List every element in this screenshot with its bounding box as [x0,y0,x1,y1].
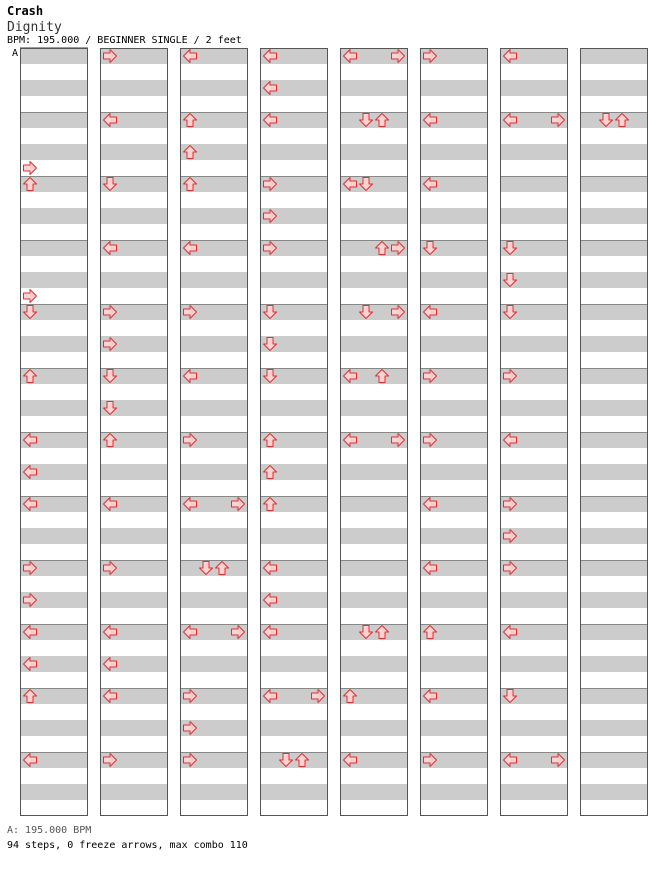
beat-band [100,528,168,544]
beat-band [180,464,248,480]
beat-band [500,80,568,96]
beat-band [100,272,168,288]
beat-band [580,464,648,480]
beat-band [420,80,488,96]
beat-band [500,720,568,736]
beat-band [580,208,648,224]
beat-band [500,464,568,480]
beat-band [500,336,568,352]
beat-band [260,144,328,160]
beat-band [500,176,568,192]
beat-band [180,272,248,288]
beat-band [20,208,88,224]
beat-band [580,496,648,512]
beat-band [420,720,488,736]
beat-band [20,144,88,160]
beat-band [20,48,88,64]
beat-band [420,336,488,352]
beat-band [580,432,648,448]
beat-band [100,784,168,800]
beat-band [580,48,648,64]
beat-band [580,336,648,352]
beat-band [580,80,648,96]
beat-band [340,528,408,544]
beat-band [580,400,648,416]
beat-band [20,400,88,416]
beat-band [180,336,248,352]
beat-band [580,240,648,256]
beat-band [340,80,408,96]
beat-band [260,656,328,672]
footer-stats: 94 steps, 0 freeze arrows, max combo 110 [7,840,248,851]
beat-band [420,656,488,672]
beat-band [500,400,568,416]
beat-band [340,112,408,128]
beat-band [420,272,488,288]
beat-band [580,272,648,288]
beat-band [340,464,408,480]
beat-band [340,208,408,224]
beat-band [580,304,648,320]
beat-band [260,720,328,736]
beat-band [420,144,488,160]
beat-band [180,528,248,544]
bpm-marker-label: A [12,48,19,59]
beat-band [260,784,328,800]
beat-band [500,144,568,160]
beat-band [500,656,568,672]
beat-band [420,400,488,416]
beat-band [340,624,408,640]
beat-band [580,144,648,160]
beat-band [340,784,408,800]
beat-band [20,720,88,736]
beat-band [580,752,648,768]
beat-band [100,592,168,608]
beat-band [580,592,648,608]
song-artist: Crash [7,4,44,18]
beat-band [20,80,88,96]
beat-band [340,560,408,576]
beat-band [580,656,648,672]
beat-band [180,784,248,800]
beat-band [500,592,568,608]
beat-band [580,688,648,704]
beat-band [420,528,488,544]
beat-band [580,624,648,640]
beat-band [260,528,328,544]
beat-band [180,656,248,672]
beat-band [500,784,568,800]
beat-band [20,112,88,128]
beat-band [180,560,248,576]
beat-band [340,496,408,512]
beat-band [260,400,328,416]
song-title: Dignity [7,20,62,35]
beat-band [340,720,408,736]
beat-band [340,656,408,672]
beat-band [340,144,408,160]
beat-band [260,272,328,288]
beat-band [580,720,648,736]
beat-band [20,336,88,352]
beat-band [260,752,328,768]
chart-info: BPM: 195.000 / BEGINNER SINGLE / 2 feet [7,35,242,46]
beat-band [580,176,648,192]
beat-band [180,208,248,224]
beat-band [340,272,408,288]
beat-band [180,400,248,416]
beat-band [580,560,648,576]
beat-band [340,336,408,352]
beat-band [100,144,168,160]
beat-band [340,592,408,608]
beat-band [20,240,88,256]
beat-band [420,784,488,800]
beat-band [100,720,168,736]
beat-band [500,208,568,224]
beat-band [100,464,168,480]
beat-band [100,208,168,224]
beat-band [180,80,248,96]
beat-band [420,464,488,480]
beat-band [420,208,488,224]
beat-band [20,272,88,288]
beat-band [100,80,168,96]
footer-bpm: A: 195.000 BPM [7,825,92,836]
beat-band [580,528,648,544]
beat-band [420,592,488,608]
beat-band [580,112,648,128]
beat-band [20,528,88,544]
beat-band [580,368,648,384]
beat-band [20,784,88,800]
beat-band [340,400,408,416]
beat-band [180,592,248,608]
beat-band [580,784,648,800]
